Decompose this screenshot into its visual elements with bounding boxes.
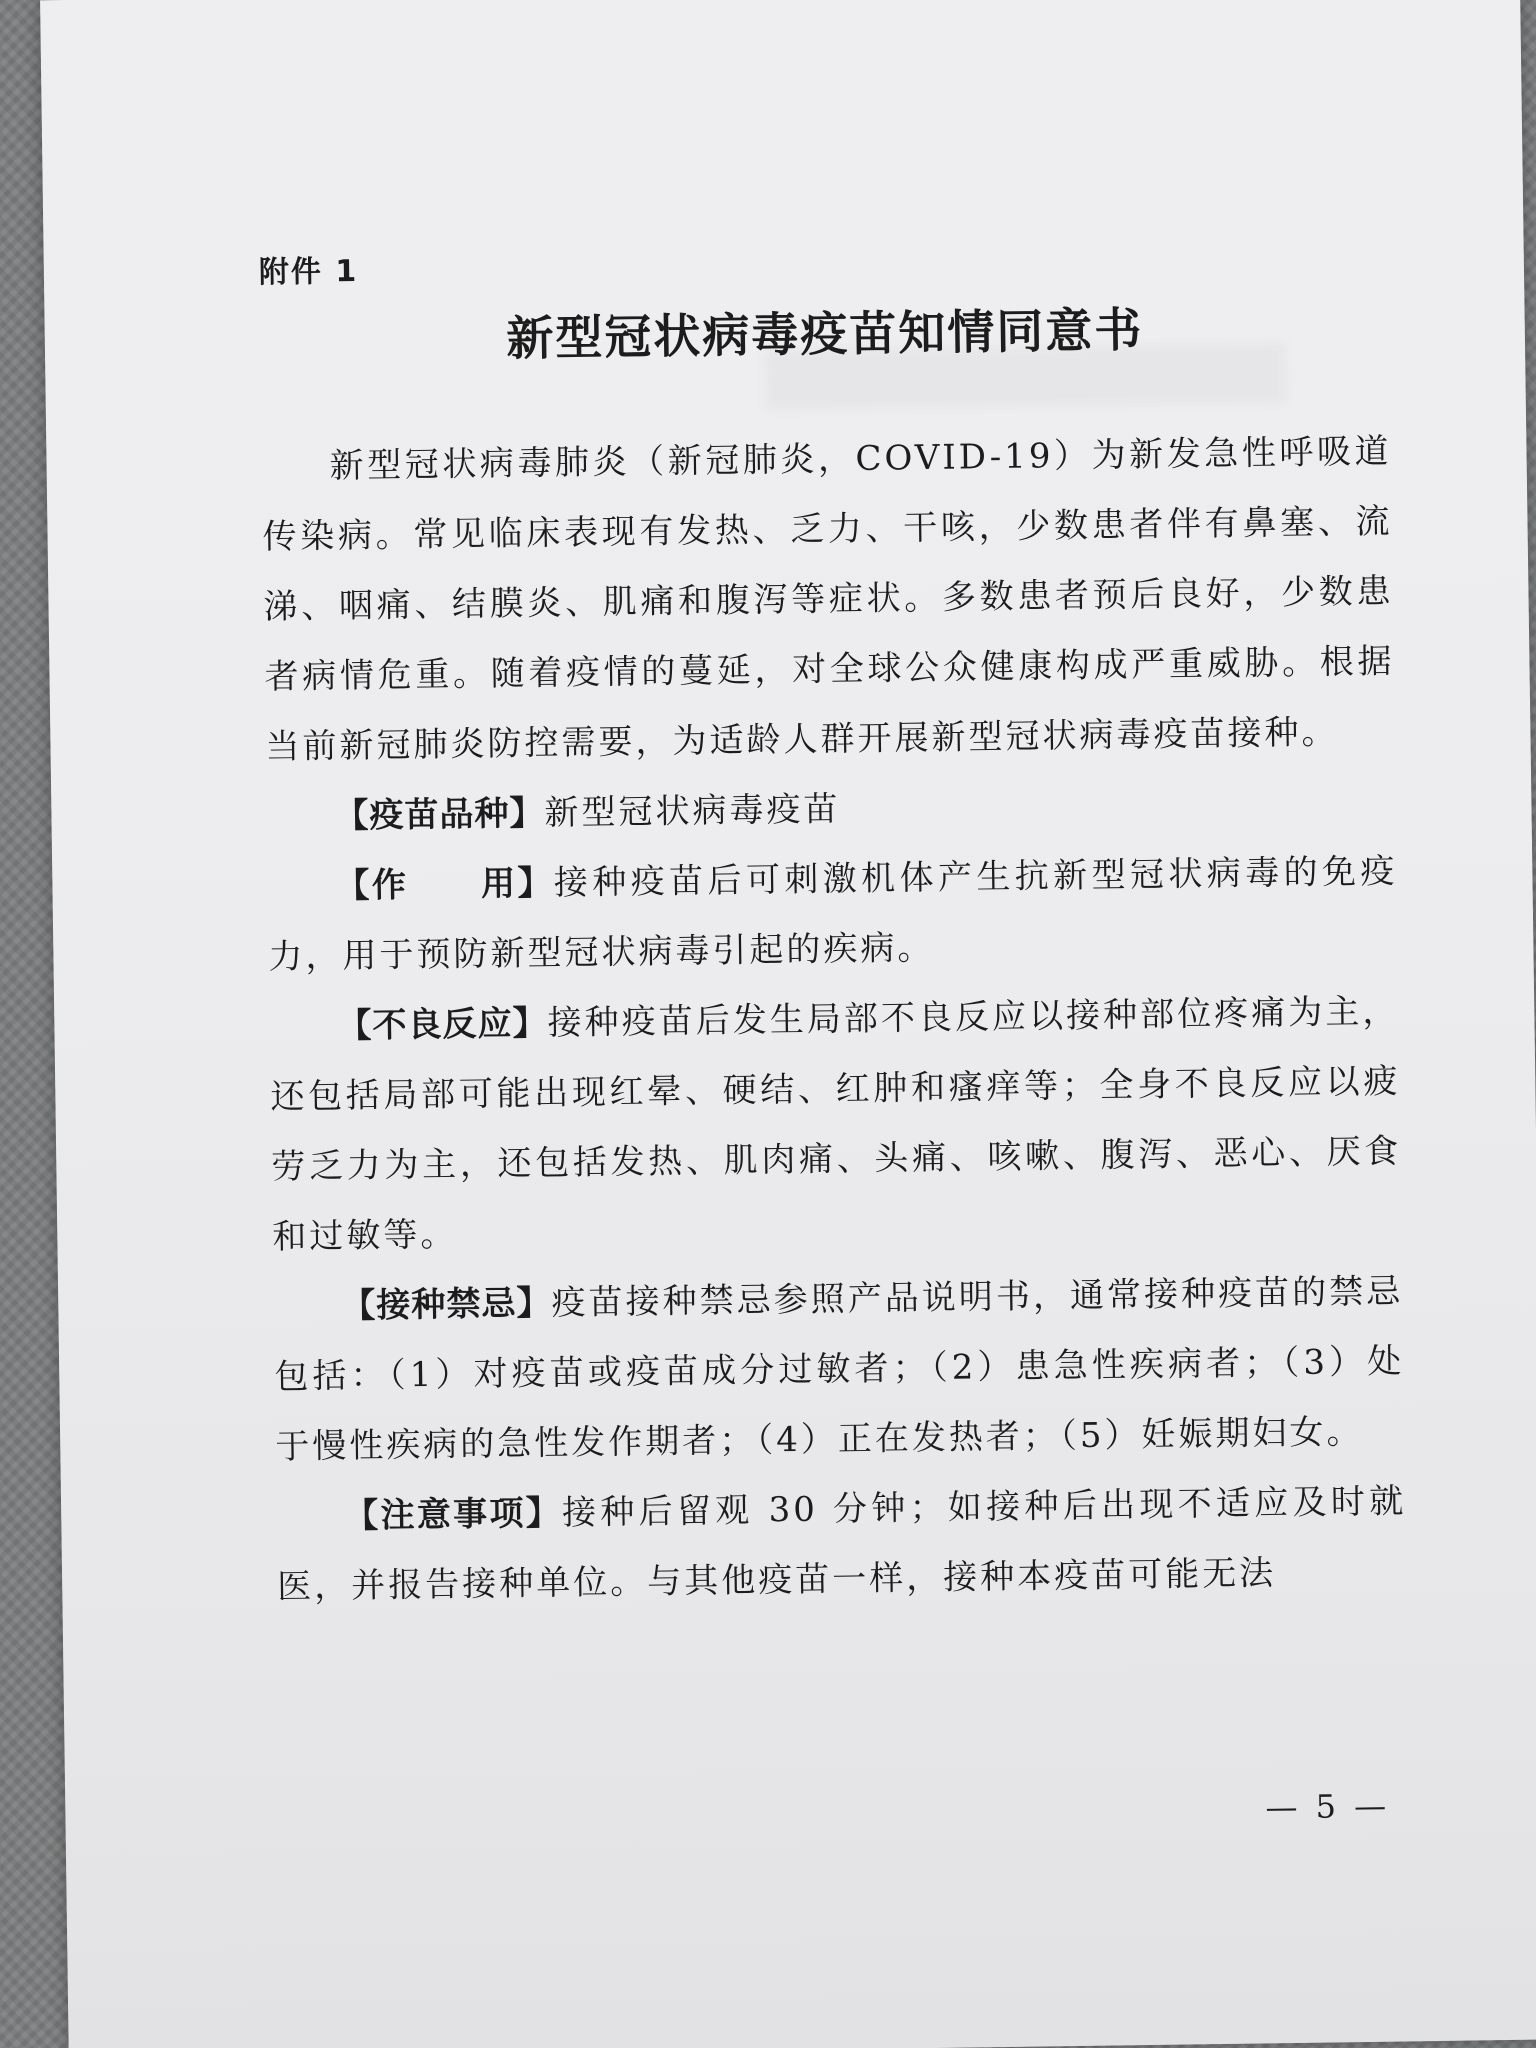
section-text: 接种后留观 30 分钟；如接种后出现不适应及时就医，并报告接种单位。与其他疫苗一样，接种本疫苗可能无法 [276,1481,1407,1608]
section-label: 【作 用】 [335,863,555,907]
section-label: 【不良反应】 [337,1003,548,1047]
section-text: 新型冠状病毒疫苗 [544,789,841,834]
section-contraindications [273,1256,1406,1482]
section-label: 【疫苗品种】 [334,793,545,837]
section-precautions [276,1466,1408,1622]
section-adverse-reactions [269,976,1403,1272]
attachment-label: 附件 1 [258,253,359,291]
page-number: — 5 — [1265,1786,1391,1827]
paper-sheet [40,0,1536,2048]
section-effect [267,836,1399,992]
section-text: 接种疫苗后发生局部不良反应以接种部位疼痛为主，还包括局部可能出现红晕、硬结、红肿和瘙痒等；全身不良反应以疲劳乏力为主，还包括发热、肌肉痛、头痛、咳嗽、腹泻、恶心、厌食和过敏等。 [270,991,1402,1258]
intro-paragraph: 新型冠状病毒肺炎（新冠肺炎，COVID-19）为新发急性呼吸道传染病。常见临床表现有发热、乏力、干咳，少数患者伴有鼻塞、流涕、咽痛、结膜炎、肌痛和腹泻等症状。多数患者预后良好，少数患者病情危重。随着疫情的蔓延，对全球公众健康构成严重威胁。根据当前新冠肺炎防控需要，为适龄人群开展新型冠状病毒疫苗接种。 [262,431,1395,768]
section-label: 【接种禁忌】 [341,1283,552,1327]
section-label: 【注意事项】 [343,1493,563,1537]
section-text: 接种疫苗后可刺激机体产生抗新型冠状病毒的免疫力，用于预防新型冠状病毒引起的疾病。 [268,851,1398,978]
section-text: 疫苗接种禁忌参照产品说明书，通常接种疫苗的禁忌包括：（1）对疫苗或疫苗成分过敏者；（2）患急性疾病者；（3）处于慢性疾病的急性发作期者；（4）正在发热者；（5）妊娠期妇女。 [274,1271,1405,1468]
document-title: 新型冠状病毒疫苗知情同意书 [505,302,1144,367]
document-body [259,232,1408,1623]
